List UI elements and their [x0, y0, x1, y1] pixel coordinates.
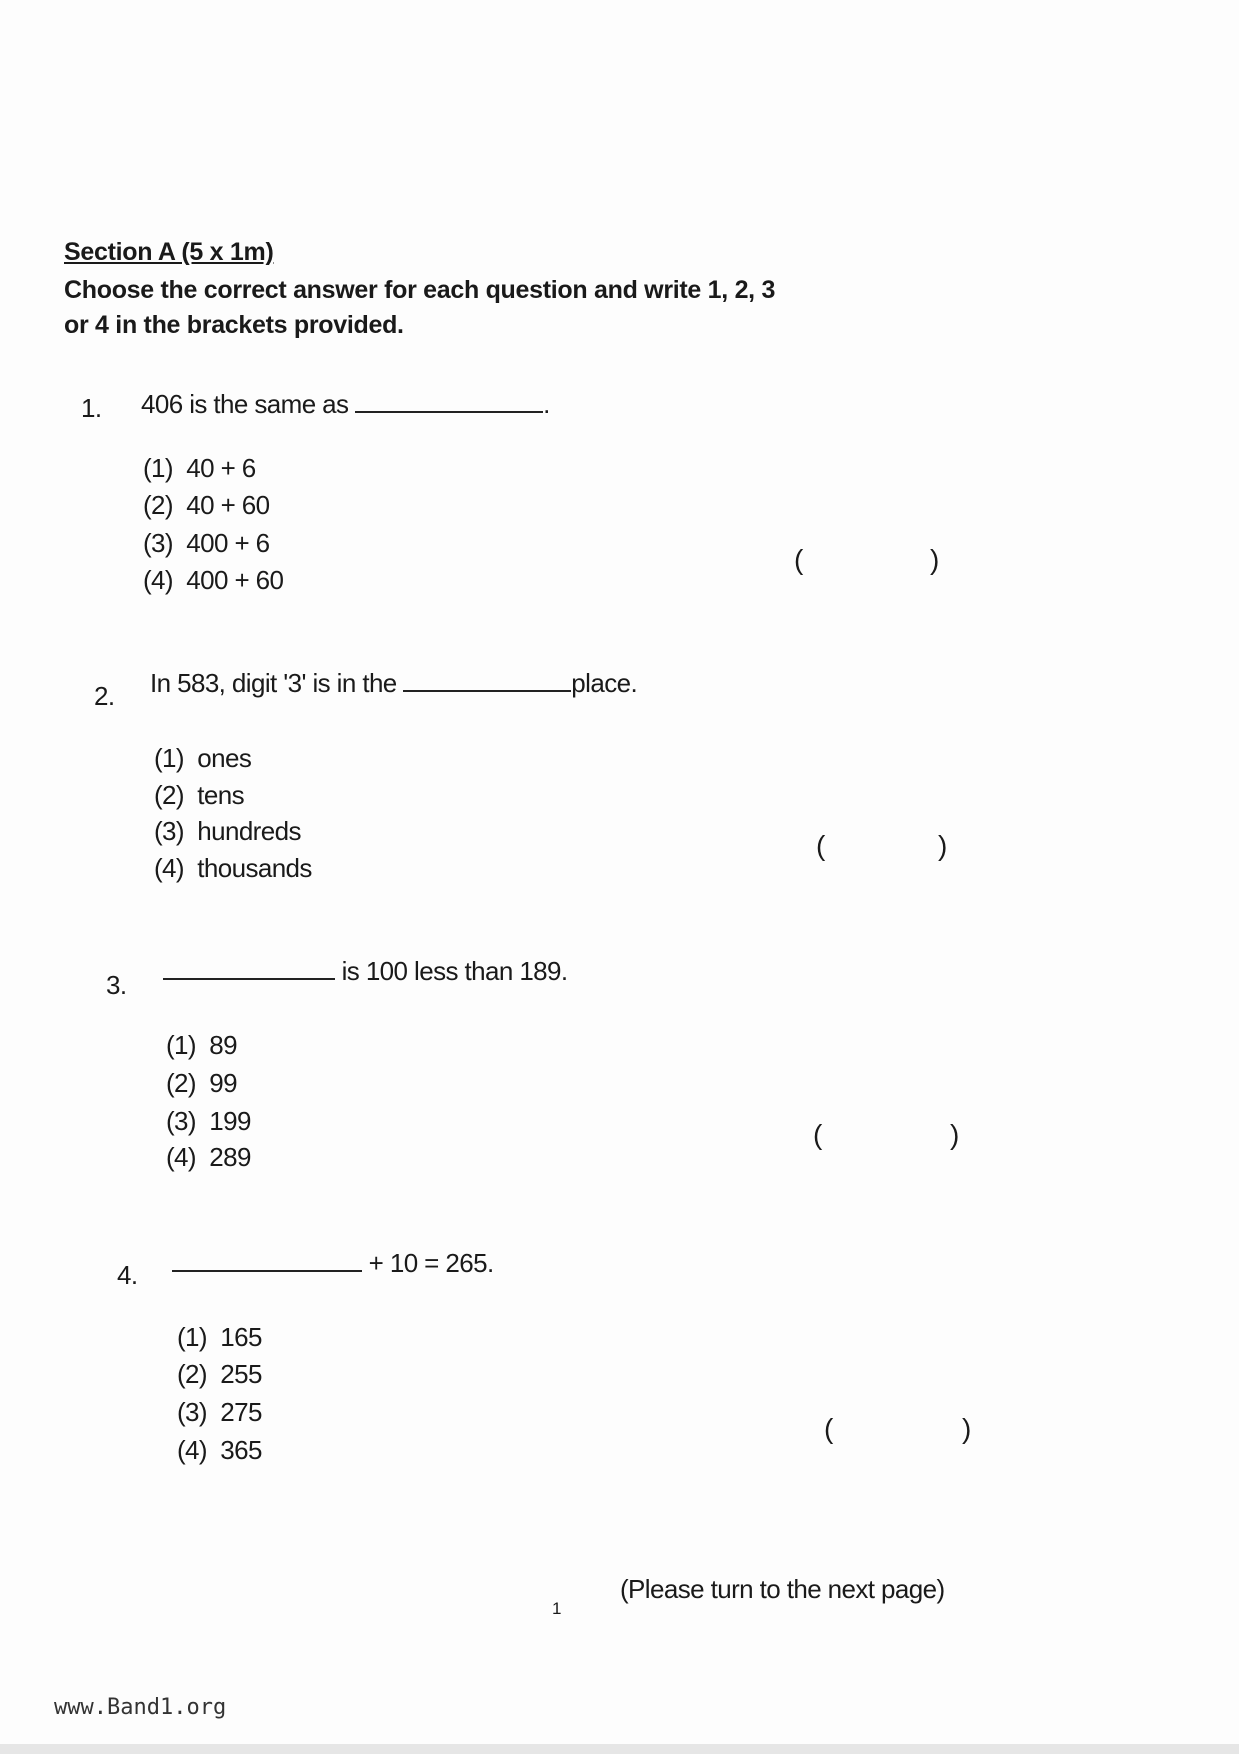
question-text	[141, 391, 550, 417]
question-text-after: place.	[571, 668, 638, 698]
page-number: 1	[552, 1599, 562, 1618]
option-4: (4) 400 + 60	[143, 565, 284, 595]
option-1: (1) ones	[154, 743, 252, 773]
question-text-after: + 10 = 265.	[368, 1248, 494, 1278]
instruction-line-1: Choose the correct answer for each question and write 1, 2, 3	[64, 276, 776, 304]
answer-bracket-open[interactable]: (	[813, 1119, 823, 1150]
option-3: (3) 275	[177, 1397, 262, 1427]
answer-blank	[172, 1269, 362, 1272]
answer-bracket-close[interactable]: )	[950, 1119, 960, 1150]
option-2: (2) tens	[154, 780, 244, 810]
scan-edge	[0, 1744, 1239, 1754]
option-2: (2) 40 + 60	[143, 490, 270, 520]
answer-bracket-open[interactable]: (	[816, 830, 826, 861]
instruction-line-2: or 4 in the brackets provided.	[64, 311, 404, 339]
question-number: 2.	[94, 681, 115, 711]
answer-bracket-close[interactable]: )	[938, 830, 948, 861]
question-number: 4.	[117, 1260, 138, 1290]
option-1: (1) 40 + 6	[143, 453, 256, 483]
option-3: (3) 400 + 6	[143, 528, 270, 558]
answer-bracket-close[interactable]: )	[930, 544, 940, 575]
question-number: 3.	[106, 970, 127, 1000]
option-1: (1) 165	[177, 1322, 262, 1352]
option-1: (1) 89	[166, 1030, 237, 1060]
option-3: (3) hundreds	[154, 816, 301, 846]
website-watermark: www.Band1.org	[54, 1695, 227, 1720]
question-text-after: .	[543, 389, 550, 419]
question-text-before: 406 is the same as	[141, 389, 349, 419]
question-text	[150, 670, 637, 696]
option-4: (4) 365	[177, 1435, 262, 1465]
answer-bracket-open[interactable]: (	[824, 1413, 834, 1444]
option-3: (3) 199	[166, 1106, 251, 1136]
question-text-before: In 583, digit '3' is in the	[150, 668, 397, 698]
answer-bracket-close[interactable]: )	[962, 1413, 972, 1444]
turn-page-note: (Please turn to the next page)	[620, 1574, 945, 1604]
answer-blank	[403, 689, 571, 692]
question-text	[163, 958, 568, 984]
option-2: (2) 99	[166, 1068, 237, 1098]
question-text	[172, 1250, 494, 1276]
option-2: (2) 255	[177, 1359, 262, 1389]
question-text-after: is 100 less than 189.	[341, 956, 568, 986]
answer-blank	[163, 977, 335, 980]
option-4: (4) 289	[166, 1142, 251, 1172]
answer-bracket-open[interactable]: (	[794, 544, 804, 575]
question-number: 1.	[81, 393, 102, 423]
option-4: (4) thousands	[154, 853, 312, 883]
answer-blank	[355, 410, 543, 413]
section-title: Section A (5 x 1m)	[64, 238, 274, 266]
